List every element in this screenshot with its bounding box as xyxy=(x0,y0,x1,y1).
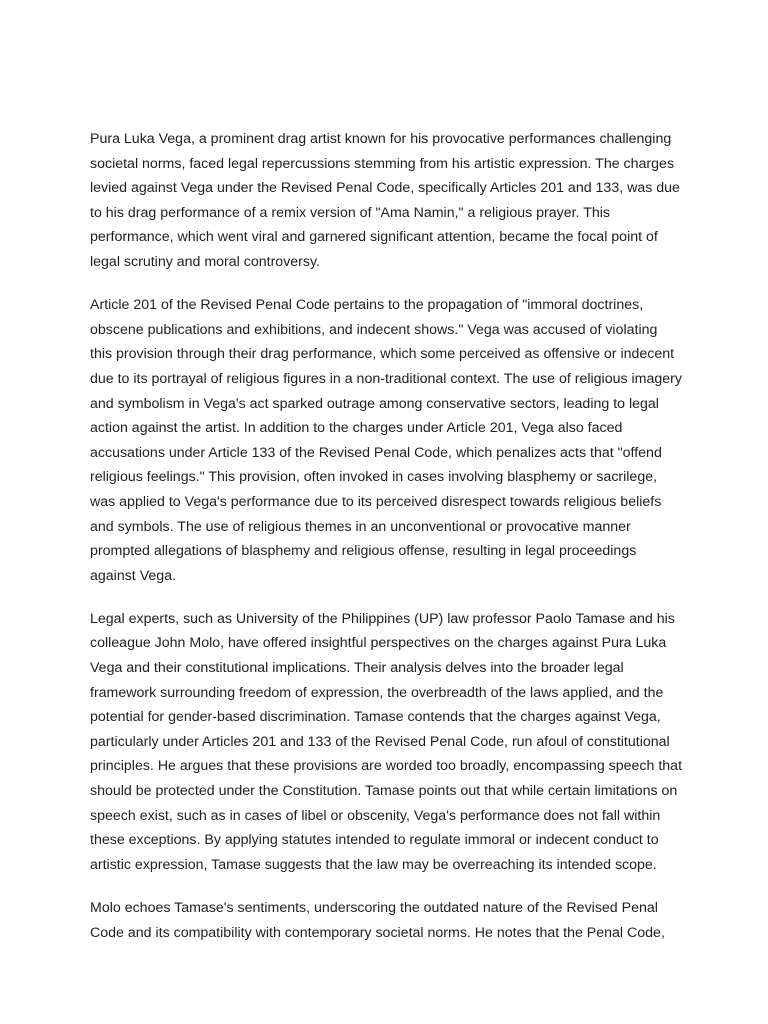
paragraph-3: Legal experts, such as University of the Philippines (UP) law professor Paolo Tamase and his colleague John Molo, have offered insightful perspectives on the charges against Pura Luka Vega and their constitutional implications. Their analysis delves into the broader legal framework surrounding freedom of expression, the overbreadth of the laws applied, and the potential for gender-based discrimination. Tamase contends that the charges against Vega, particularly under Articles 201 and 133 of the Revised Penal Code, run afoul of constitutional principles. He argues that these provisions are worded too broadly, encompassing speech that should be protected under the Constitution. Tamase points out that while certain limitations on speech exist, such as in cases of libel or obscenity, Vega's performance does not fall within these exceptions. By applying statutes intended to regulate immoral or indecent conduct to artistic expression, Tamase suggests that the law may be overreaching its intended scope. xyxy=(90,610,683,873)
paragraph-2: Article 201 of the Revised Penal Code pertains to the propagation of "immoral doctrines, obscene publications and exhibitions, and indecent shows." Vega was accused of violating this provision through their drag performance, which some perceived as offensive or indecent due to its portrayal of religious figures in a non-traditional context. The use of religious imagery and symbolism in Vega's act sparked outrage among conservative sectors, leading to legal action against the artist. In addition to the charges under Article 201, Vega also faced accusations under Article 133 of the Revised Penal Code, which penalizes acts that "offend religious feelings." This provision, often invoked in cases involving blasphemy or sacrilege, was applied to Vega's performance due to its perceived disrespect towards religious beliefs and symbols. The use of religious themes in an unconventional or provocative manner prompted allegations of blasphemy and religious offense, resulting in legal proceedings against Vega. xyxy=(90,297,682,584)
document-body xyxy=(90,127,682,964)
paragraph-1: Pura Luka Vega, a prominent drag artist known for his provocative performances challenging societal norms, faced legal repercussions stemming from his artistic expression. The charges levied against Vega under the Revised Penal Code, specifically Articles 201 and 133, was due to his drag performance of a remix version of "Ama Namin," a religious prayer. This performance, which went viral and garnered significant attention, became the focal point of legal scrutiny and moral controversy. xyxy=(90,131,680,270)
paragraph-4: Molo echoes Tamase's sentiments, underscoring the outdated nature of the Revised Penal Code and its compatibility with contemporary societal norms. He notes that the Penal Code, xyxy=(90,900,665,941)
